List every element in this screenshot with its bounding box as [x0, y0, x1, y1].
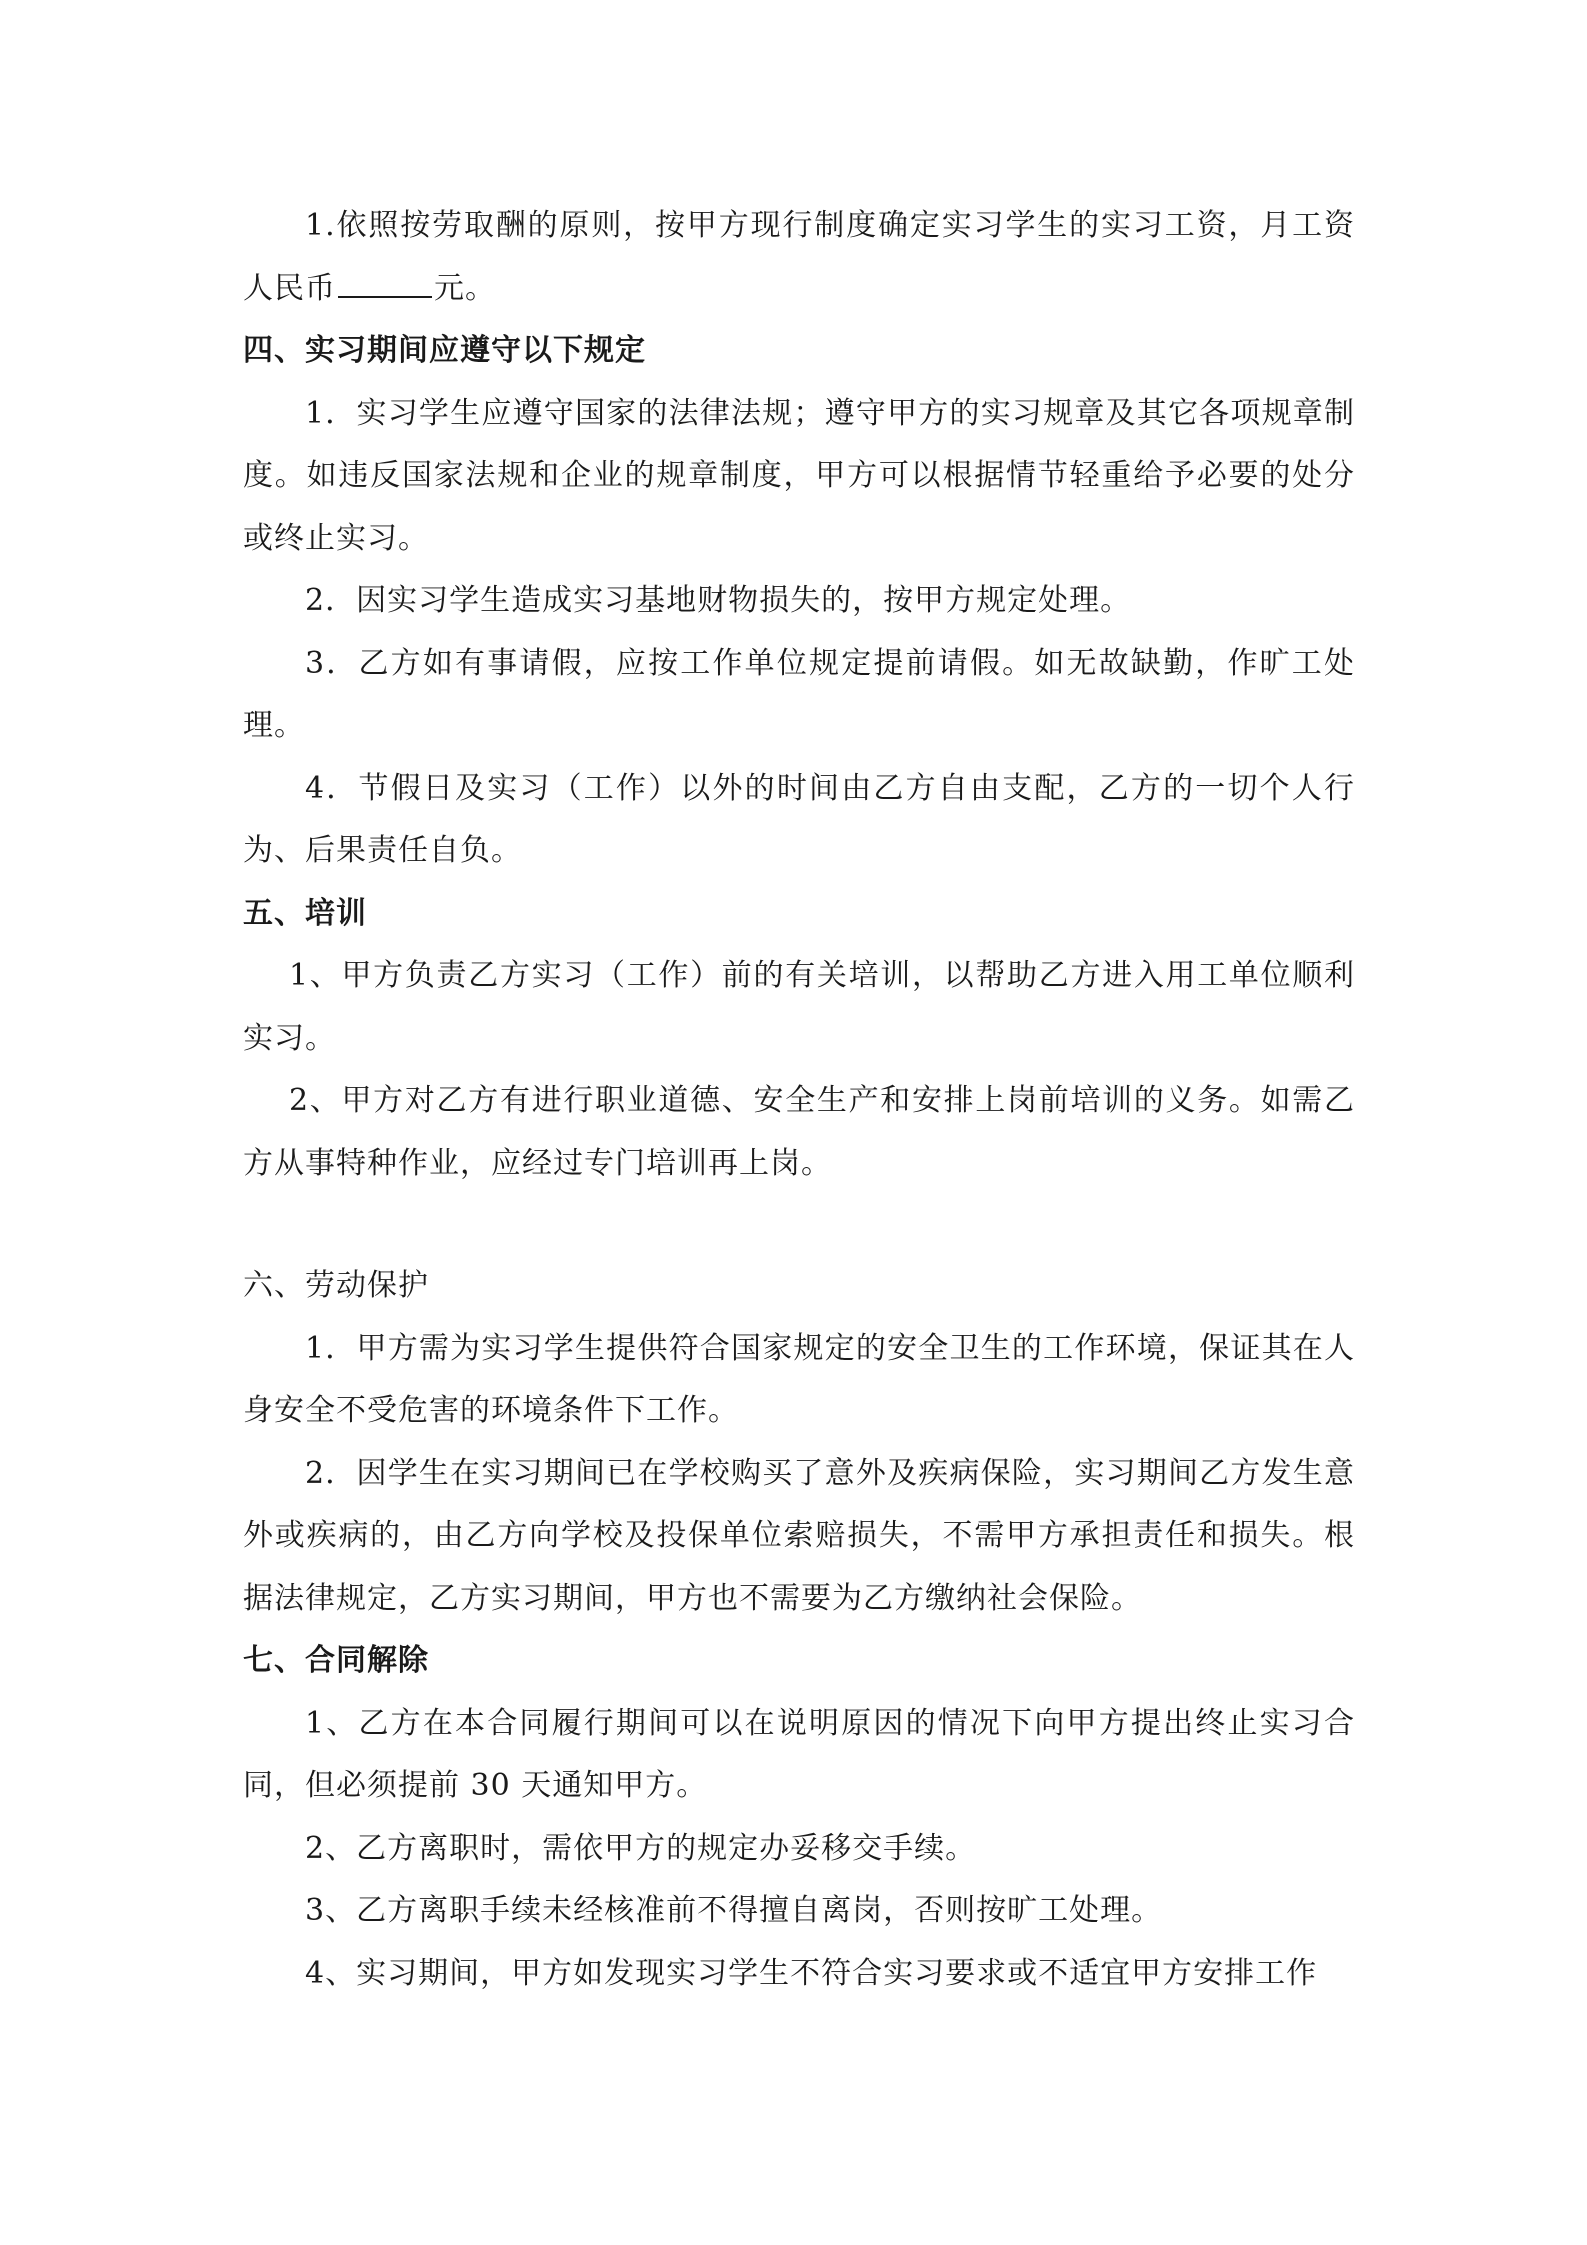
section-gap: [243, 1195, 1355, 1255]
wage-text: 1.依照按劳取酬的原则，按甲方现行制度确定实习学生的实习工资，月工资人民币: [243, 208, 1355, 306]
section7-item-1: 1、乙方在本合同履行期间可以在说明原因的情况下向甲方提出终止实习合同，但必须提前 30 天通知甲方。: [243, 1705, 1355, 1803]
section4-item-4: 4．节假日及实习（工作）以外的时间由乙方自由支配，乙方的一切个人行为、后果责任自负。: [243, 770, 1355, 868]
section6-item-2: 2．因学生在实习期间已在学校购买了意外及疾病保险，实习期间乙方发生意外或疾病的，由乙方向学校及投保单位索赔损失，不需甲方承担责任和损失。根据法律规定，乙方实习期间，甲方也不需要为乙方缴纳社会保险。: [243, 1455, 1355, 1616]
wage-unit: 元。: [434, 270, 496, 306]
section4-item-1: 1．实习学生应遵守国家的法律法规；遵守甲方的实习规章及其它各项规章制度。如违反国家法规和企业的规章制度，甲方可以根据情节轻重给予必要的处分或终止实习。: [243, 395, 1355, 556]
document-body: [243, 195, 1355, 2005]
section7-item-4: 4、实习期间，甲方如发现实习学生不符合实习要求或不适宜甲方安排工作: [305, 1955, 1318, 1991]
section6-heading: 六、劳动保护: [243, 1268, 429, 1303]
section6-item-1: 1．甲方需为实习学生提供符合国家规定的安全卫生的工作环境，保证其在人身安全不受危害的环境条件下工作。: [243, 1330, 1355, 1428]
section5-item-2: 2、甲方对乙方有进行职业道德、安全生产和安排上岗前培训的义务。如需乙方从事特种作业，应经过专门培训再上岗。: [243, 1083, 1355, 1181]
section4-heading: 四、实习期间应遵守以下规定: [243, 333, 646, 368]
section5-heading: 五、培训: [243, 895, 367, 931]
section7-item-3: 3、乙方离职手续未经核准前不得擅自离岗，否则按旷工处理。: [305, 1893, 1163, 1928]
section4-item-2: 2．因实习学生造成实习基地财物损失的，按甲方规定处理。: [305, 583, 1132, 618]
wage-amount-blank: [338, 270, 432, 298]
section7-item-2: 2、乙方离职时，需依甲方的规定办妥移交手续。: [305, 1830, 977, 1866]
section5-item-1: 1、甲方负责乙方实习（工作）前的有关培训，以帮助乙方进入用工单位顺利实习。: [243, 958, 1355, 1056]
section4-item-3: 3．乙方如有事请假，应按工作单位规定提前请假。如无故缺勤，作旷工处理。: [243, 645, 1355, 743]
section7-heading: 七、合同解除: [243, 1643, 429, 1678]
wage-paragraph: [243, 195, 1355, 320]
